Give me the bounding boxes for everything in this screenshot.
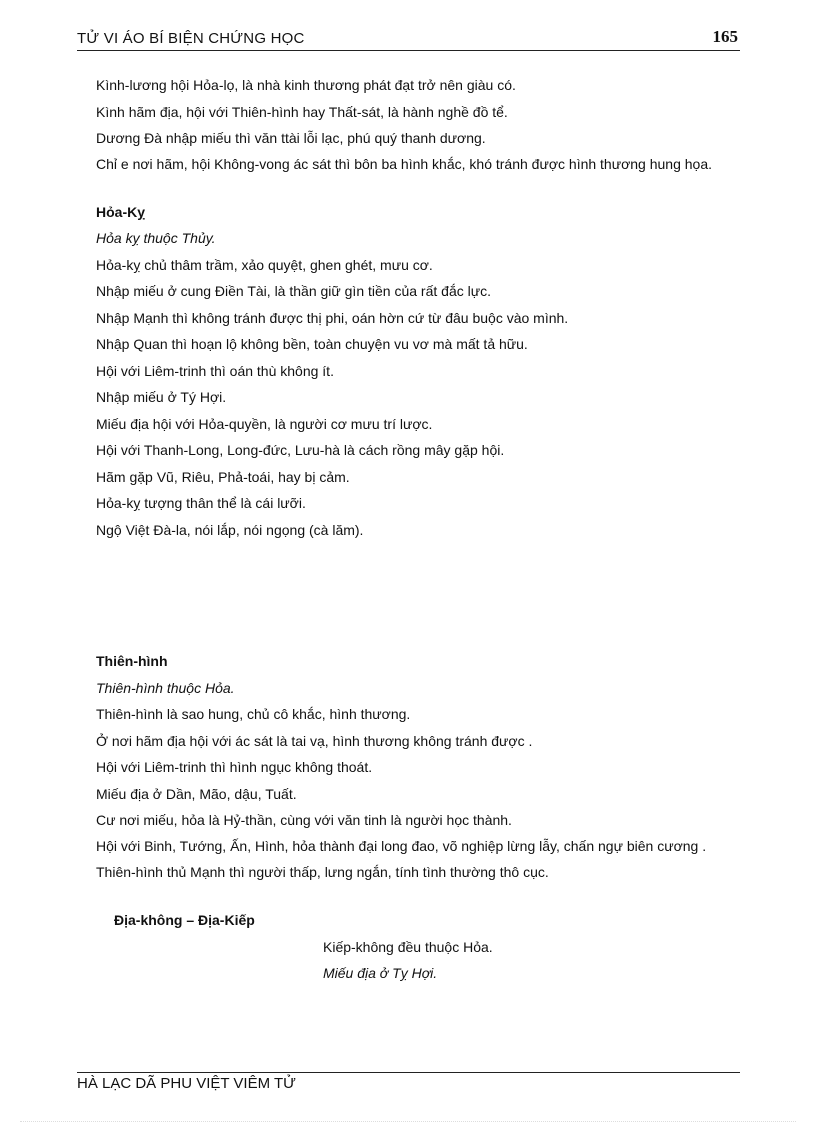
paragraph: Hãm gặp Vũ, Riêu, Phả-toái, hay bị cảm. — [96, 468, 350, 485]
bottom-divider — [20, 1121, 796, 1122]
paragraph: Miếu địa hội với Hỏa-quyền, là người cơ mưu trí lược. — [96, 415, 433, 432]
paragraph: Ở nơi hãm địa hội với ác sát là tai vạ, hình thương không tránh được . — [96, 732, 533, 749]
paragraph: Kiếp-không đều thuộc Hỏa. — [323, 938, 493, 955]
page-number: 165 — [712, 27, 738, 46]
page-content — [77, 72, 737, 987]
paragraph: Ngộ Việt Đà-la, nói lắp, nói ngọng (cà lăm). — [96, 521, 364, 538]
paragraph: Nhập miếu ở Tý Hợi. — [96, 389, 227, 405]
section-subtitle: Thiên-hình thuộc Hỏa. — [96, 679, 235, 696]
page-footer: HÀ LẠC DÃ PHU VIỆT VIÊM TỬ — [77, 1072, 740, 1092]
paragraph: Miếu địa ở Dần, Mão, dậu, Tuất. — [96, 785, 297, 802]
section-heading-hoa-ky: Hỏa-Kỵ — [96, 203, 146, 220]
paragraph: Nhập miếu ở cung Điền Tài, là thần giữ gìn tiền của rất đắc lực. — [96, 283, 491, 299]
paragraph: Cư nơi miếu, hỏa là Hỷ-thần, cùng với văn tinh là người học thành. — [96, 812, 512, 828]
paragraph: Thiên-hình là sao hung, chủ cô khắc, hình thương. — [96, 706, 411, 722]
page-header — [77, 26, 740, 51]
paragraph: Thiên-hình thủ Mạnh thì người thấp, lưng ngắn, tính tình thường thô cục. — [96, 863, 549, 880]
paragraph: Kình-lương hội Hỏa-lọ, là nhà kinh thương phát đạt trở nên giàu có. — [96, 77, 516, 93]
paragraph: Dương Đà nhập miếu thì văn ttài lỗi lạc, phú quý thanh dương. — [96, 130, 486, 146]
paragraph: Hội với Liêm-trinh thì oán thù không ít. — [96, 362, 334, 379]
section-subtitle: Hỏa kỵ thuộc Thủy. — [96, 230, 216, 246]
paragraph: Nhập Quan thì hoạn lộ không bền, toàn chuyện vu vơ mà mất tả hữu. — [96, 336, 528, 352]
paragraph: Hỏa-kỵ chủ thâm trầm, xảo quyệt, ghen ghét, mưu cơ. — [96, 256, 433, 273]
paragraph: Chỉ e nơi hãm, hội Không-vong ác sát thì bôn ba hình khắc, khó tránh được hình thương hung họa. — [96, 155, 713, 172]
paragraph: Miếu địa ở Tỵ Hợi. — [323, 965, 438, 981]
section-heading-thien-hinh: Thiên-hình — [96, 653, 168, 669]
paragraph: Hỏa-kỵ tượng thân thể là cái lưỡi. — [96, 495, 306, 511]
paragraph: Hội với Liêm-trinh thì hình ngục không thoát. — [96, 759, 373, 775]
paragraph: Nhập Mạnh thì không tránh được thị phi, oán hờn cứ từ đâu buộc vào mình. — [96, 309, 569, 326]
section-heading-dia-khong: Địa-không – Địa-Kiếp — [114, 912, 255, 928]
paragraph: Hội với Binh, Tướng, Ấn, Hình, hỏa thành đại long đao, võ nghiệp lừng lẫy, chấn ngự biên cương . — [96, 837, 707, 854]
paragraph: Hội với Thanh-Long, Long-đức, Lưu-hà là cách rồng mây gặp hội. — [96, 442, 505, 458]
paragraph: Kình hãm địa, hội với Thiên-hình hay Thất-sát, là hành nghề đồ tể. — [96, 103, 508, 120]
book-title: TỬ VI ÁO BÍ BIỆN CHỨNG HỌC — [77, 30, 305, 47]
